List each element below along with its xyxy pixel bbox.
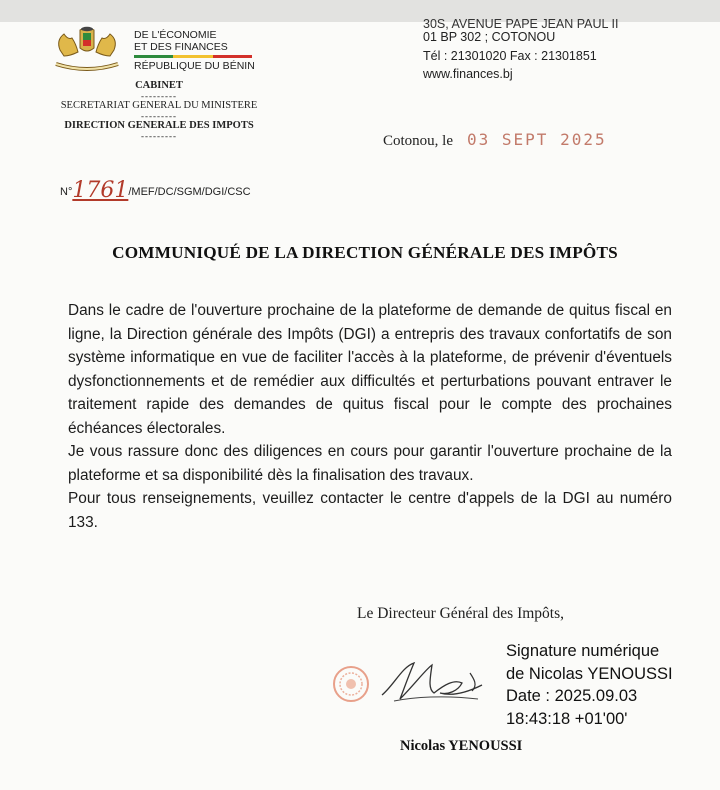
separator-dashes: ---------	[141, 111, 177, 121]
communique-body	[68, 299, 672, 534]
handwritten-signature-icon	[374, 655, 494, 710]
digital-signature-date: Date : 2025.09.03	[506, 687, 638, 705]
cabinet-label: CABINET	[135, 80, 183, 91]
ministry-block	[134, 29, 255, 72]
separator-dashes: ---------	[141, 131, 177, 141]
address-bp: 01 BP 302 ; COTONOU	[423, 30, 556, 44]
address-phone-fax: Tél : 21301020 Fax : 21301851	[423, 48, 597, 63]
document-title: COMMUNIQUÉ DE LA DIRECTION GÉNÉRALE DES IMPÔTS	[112, 243, 618, 262]
secretariat-label: SECRETARIAT GENERAL DU MINISTERE	[60, 100, 258, 111]
body-paragraph-2: Je vous rassure donc des diligences en cours pour garantir l'ouverture prochaine de la plateforme et sa disponibilité dès la finalisation des travaux.	[68, 443, 672, 484]
date-stamp: 03 SEPT 2025	[467, 130, 607, 149]
flag-bar	[134, 55, 252, 58]
body-paragraph-3: Pour tous renseignements, veuillez contacter le centre d'appels de la DGI au numéro 133.	[68, 490, 672, 531]
digital-signature-line-1: Signature numérique	[506, 642, 660, 660]
reference-handwritten-number: 1761	[72, 178, 129, 203]
address-block	[423, 17, 619, 84]
reference-prefix: N°	[60, 186, 73, 198]
digital-signature-block	[506, 640, 673, 730]
closing-line: Le Directeur Général des Impôts,	[357, 605, 565, 622]
direction-label: DIRECTION GENERALE DES IMPOTS	[64, 120, 254, 131]
address-website: www.finances.bj	[423, 67, 513, 81]
digital-signature-time: 18:43:18 +01'00'	[506, 709, 628, 728]
dateline-city: Cotonou, le	[383, 133, 453, 149]
signer-name: Nicolas YENOUSSI	[400, 738, 523, 754]
republic-name: RÉPUBLIQUE DU BÉNIN	[134, 60, 255, 72]
reference-suffix: /MEF/DC/SGM/DGI/CSC	[128, 186, 251, 198]
benin-coat-of-arms-icon	[50, 26, 124, 74]
reference-number	[60, 178, 251, 203]
body-paragraph-1: Dans le cadre de l'ouverture prochaine de la plateforme de demande de quitus fiscal en ligne, la Direction générale des Impôts (DGI) a entrepris des travaux confortatifs de son système informatique en vue de faciliter l'accès à la plateforme, de prévenir d'éventuels dysfonctionnements et de remédier aux difficultés et perturbations pouvant entraver le traitement rapide des demandes de quitus fiscal pour le compte des prochaines échéances électorales.	[68, 302, 672, 437]
flag-green-stripe	[134, 55, 173, 58]
ministry-line-2: ET DES FINANCES	[134, 41, 228, 53]
dateline	[383, 130, 607, 150]
address-street-cut: 30S, AVENUE PAPE JEAN PAUL II	[423, 17, 619, 31]
flag-red-stripe	[213, 55, 252, 58]
separator-dashes: ---------	[141, 91, 177, 101]
flag-yellow-stripe	[173, 55, 212, 58]
ministry-line-1: DE L'ÉCONOMIE	[134, 29, 217, 41]
organization-block	[58, 80, 260, 140]
official-seal-icon	[332, 665, 370, 703]
digital-signature-line-2: de Nicolas YENOUSSI	[506, 664, 673, 683]
